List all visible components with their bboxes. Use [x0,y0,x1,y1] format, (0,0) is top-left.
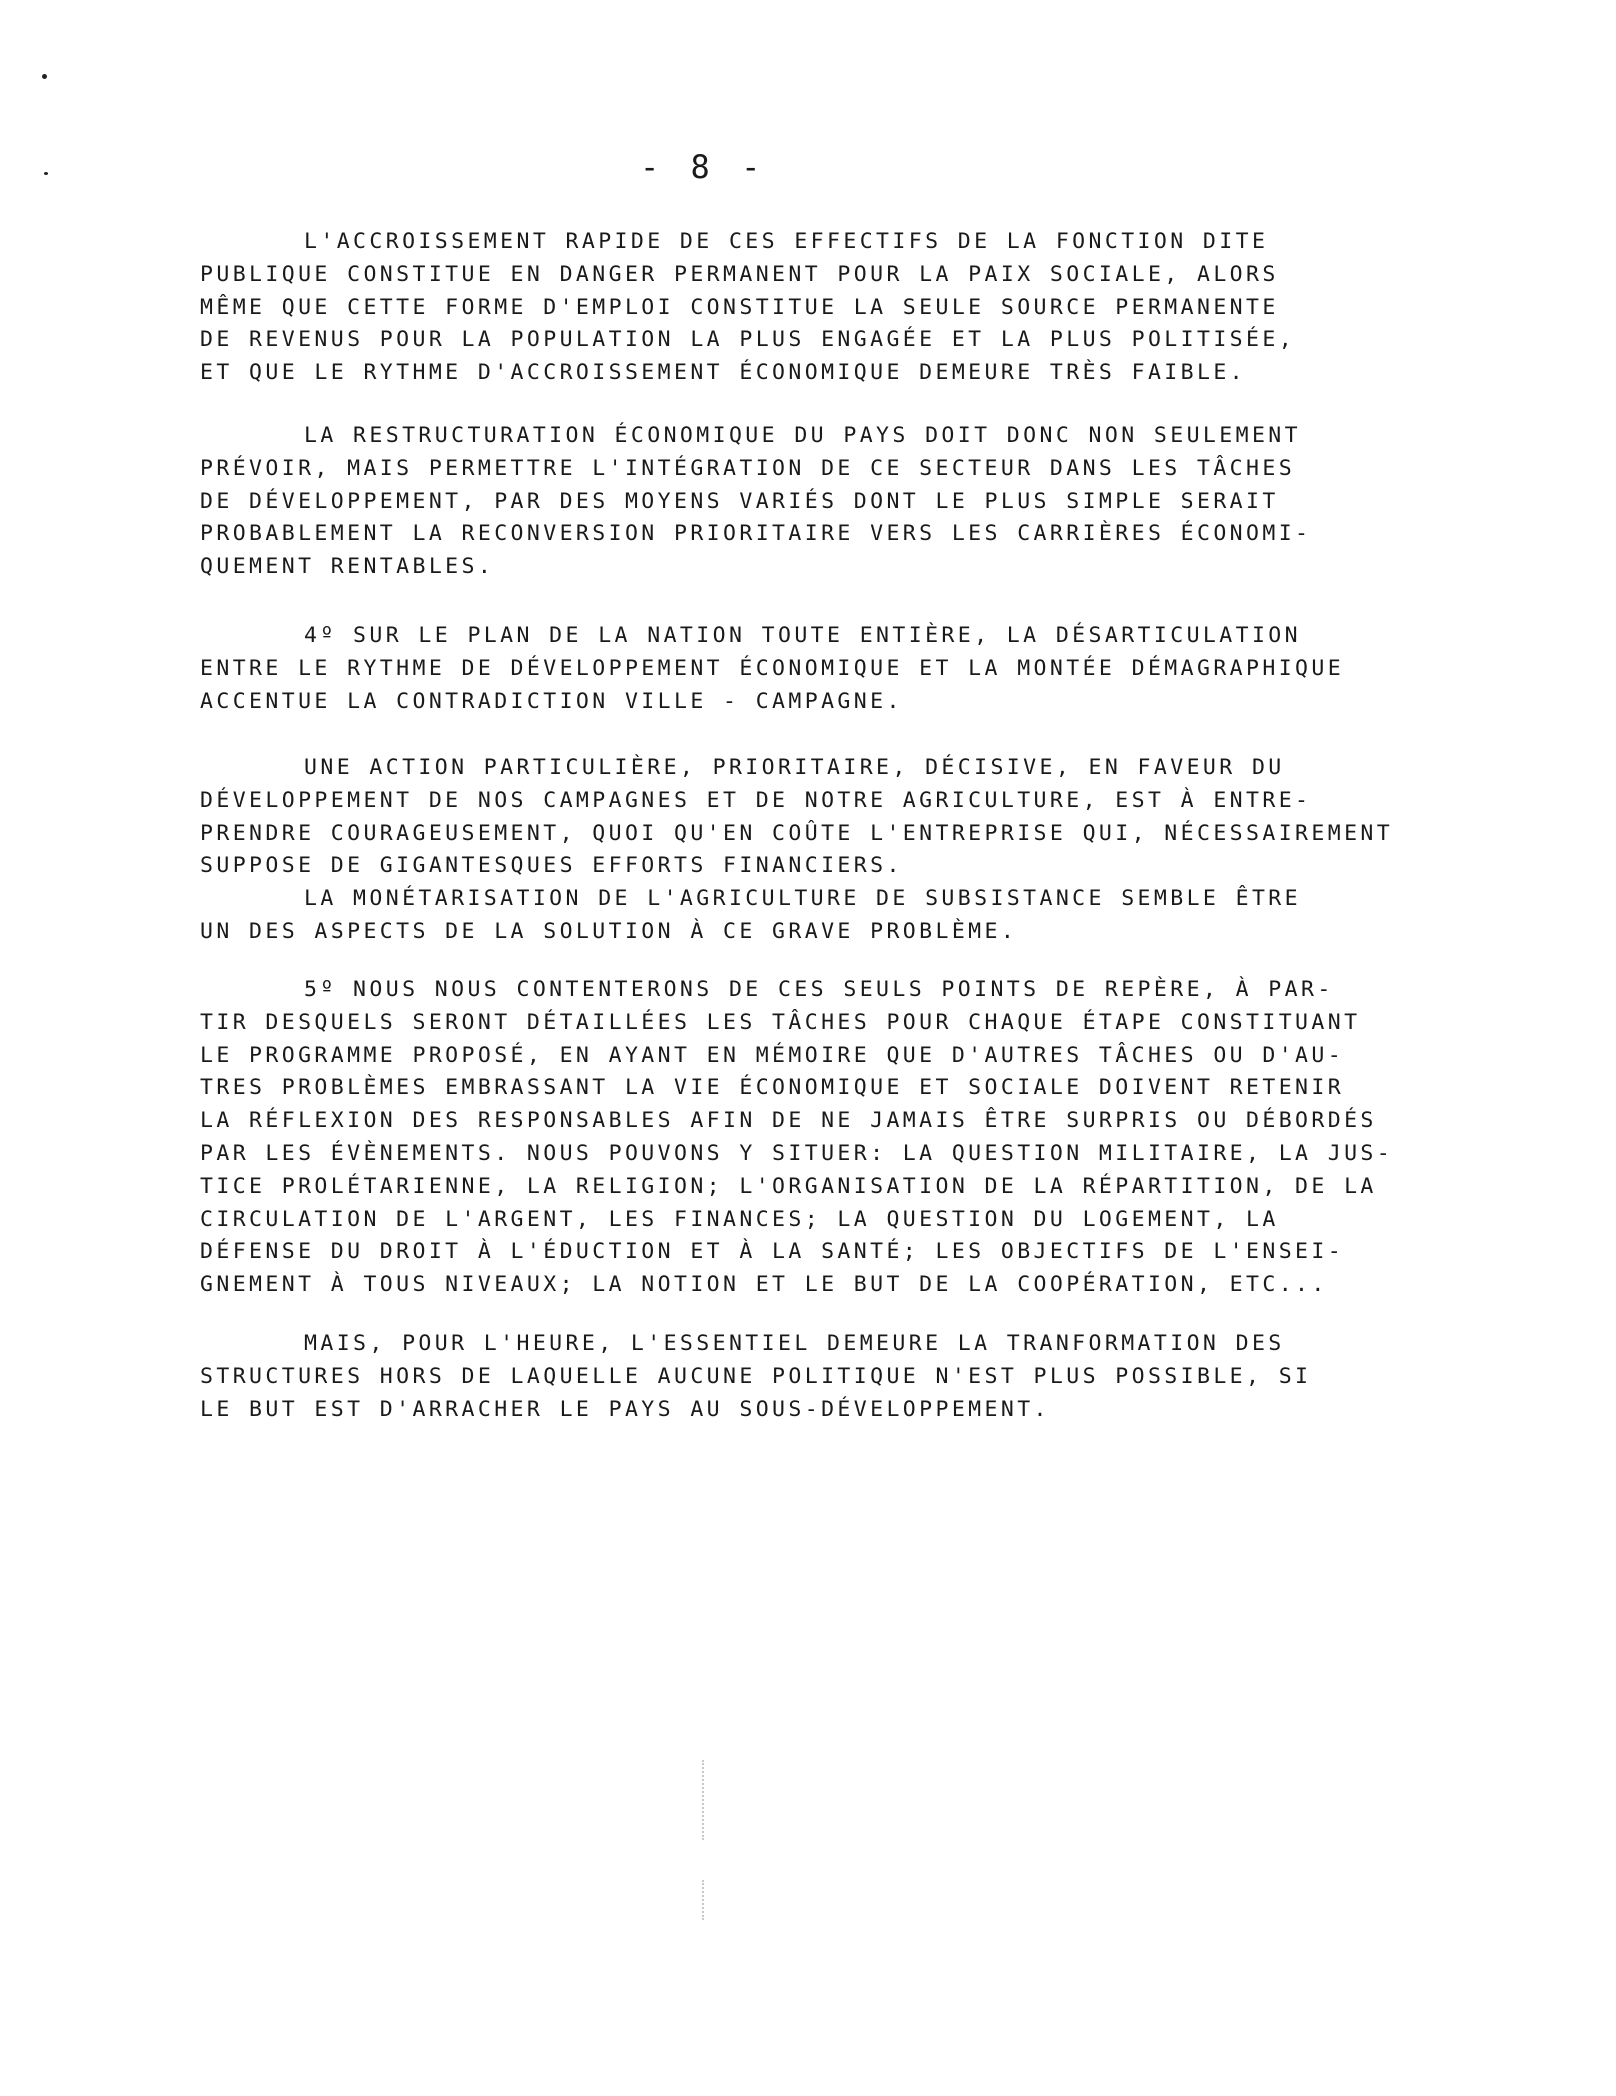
text-line: ENTRE LE RYTHME DE DÉVELOPPEMENT ÉCONOMIQUE ET LA MONTÉE DÉMAGRAPHIQUE [200,655,1345,681]
text-line: DE DÉVELOPPEMENT, PAR DES MOYENS VARIÉS DONT LE PLUS SIMPLE SERAIT [200,488,1279,514]
text-line: PUBLIQUE CONSTITUE EN DANGER PERMANENT POUR LA PAIX SOCIALE, ALORS [200,261,1279,287]
page-number: - 8 - [640,148,767,186]
margin-speck [42,74,47,79]
text-line: LA RÉFLEXION DES RESPONSABLES AFIN DE NE JAMAIS ÊTRE SURPRIS OU DÉBORDÉS [200,1108,1377,1134]
text-line: SUPPOSE DE GIGANTESQUES EFFORTS FINANCIERS. [200,853,903,879]
text-line: LE BUT EST D'ARRACHER LE PAYS AU SOUS-DÉVELOPPEMENT. [200,1396,1050,1422]
text-line: DÉVELOPPEMENT DE NOS CAMPAGNES ET DE NOTRE AGRICULTURE, EST À ENTRE- [200,787,1312,813]
text-line: LA MONÉTARISATION DE L'AGRICULTURE DE SUBSISTANCE SEMBLE ÊTRE [304,886,1301,912]
text-line: PRÉVOIR, MAIS PERMETTRE L'INTÉGRATION DE CE SECTEUR DANS LES TÂCHES [200,455,1296,481]
text-line: L'ACCROISSEMENT RAPIDE DE CES EFFECTIFS DE LA FONCTION DITE [304,229,1269,254]
text-line: 5º NOUS NOUS CONTENTERONS DE CES SEULS POINTS DE REPÈRE, À PAR- [304,977,1334,1002]
text-line: MÊME QUE CETTE FORME D'EMPLOI CONSTITUE LA SEULE SOURCE PERMANENTE [200,294,1279,320]
paragraph [200,752,1490,949]
text-line: ACCENTUE LA CONTRADICTION VILLE - CAMPAGNE. [200,688,903,714]
text-line: GNEMENT À TOUS NIVEAUX; LA NOTION ET LE BUT DE LA COOPÉRATION, ETC... [200,1272,1328,1298]
paragraph [200,974,1490,1302]
scan-artifact [702,1760,706,1840]
paragraph [200,420,1490,584]
paragraph [200,620,1490,718]
text-line: TRES PROBLÈMES EMBRASSANT LA VIE ÉCONOMIQUE ET SOCIALE DOIVENT RETENIR [200,1075,1345,1101]
text-line: PAR LES ÉVÈNEMENTS. NOUS POUVONS Y SITUER: LA QUESTION MILITAIRE, LA JUS- [200,1140,1394,1166]
text-line: ET QUE LE RYTHME D'ACCROISSEMENT ÉCONOMIQUE DEMEURE TRÈS FAIBLE. [200,360,1247,386]
text-line: LE PROGRAMME PROPOSÉ, EN AYANT EN MÉMOIRE QUE D'AUTRES TÂCHES OU D'AU- [200,1042,1345,1068]
text-line: TIR DESQUELS SERONT DÉTAILLÉES LES TÂCHES POUR CHAQUE ÉTAPE CONSTITUANT [200,1009,1361,1035]
paragraph [200,1328,1490,1426]
text-line: PRENDRE COURAGEUSEMENT, QUOI QU'EN COÛTE L'ENTREPRISE QUI, NÉCESSAIREMENT [200,820,1394,846]
text-line: UN DES ASPECTS DE LA SOLUTION À CE GRAVE PROBLÈME. [200,918,1018,944]
text-line: UNE ACTION PARTICULIÈRE, PRIORITAIRE, DÉCISIVE, EN FAVEUR DU [304,755,1285,780]
text-line: STRUCTURES HORS DE LAQUELLE AUCUNE POLITIQUE N'EST PLUS POSSIBLE, SI [200,1363,1312,1389]
text-line: PROBABLEMENT LA RECONVERSION PRIORITAIRE VERS LES CARRIÈRES ÉCONOMI- [200,521,1312,547]
text-line: CIRCULATION DE L'ARGENT, LES FINANCES; LA QUESTION DU LOGEMENT, LA [200,1206,1279,1232]
margin-speck [44,172,48,175]
text-line: DE REVENUS POUR LA POPULATION LA PLUS ENGAGÉE ET LA PLUS POLITISÉE, [200,327,1296,353]
text-line: MAIS, POUR L'HEURE, L'ESSENTIEL DEMEURE LA TRANFORMATION DES [304,1331,1285,1356]
text-line: TICE PROLÉTARIENNE, LA RELIGION; L'ORGANISATION DE LA RÉPARTITION, DE LA [200,1173,1377,1199]
paragraph [200,226,1490,390]
text-line: QUEMENT RENTABLES. [200,554,495,580]
text-line: LA RESTRUCTURATION ÉCONOMIQUE DU PAYS DOIT DONC NON SEULEMENT [304,423,1301,448]
text-line: 4º SUR LE PLAN DE LA NATION TOUTE ENTIÈRE, LA DÉSARTICULATION [304,623,1301,648]
text-line: DÉFENSE DU DROIT À L'ÉDUCTION ET À LA SANTÉ; LES OBJECTIFS DE L'ENSEI- [200,1239,1345,1265]
scan-artifact [702,1880,706,1920]
